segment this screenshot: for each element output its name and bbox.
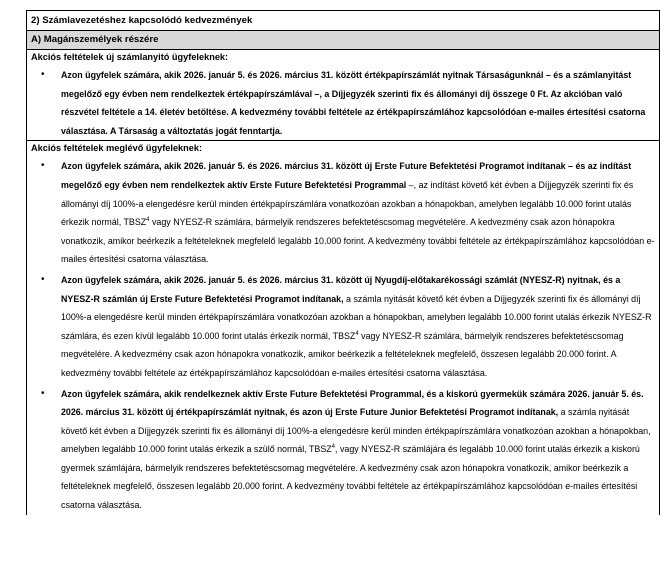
list-item — [31, 385, 655, 515]
item-text-tail: , vagy NYESZ-R számlájára és legalább 10.000 forint utalás érkezik a kiskorú gyermek számlájára, bármelyik rendszeres befektetéscsomag megvételére. A kedvezmény csak azon hónapokra vonatkozik, amikor beérkezik a feltételeknek megfelelő, összesen legalább 20.000 forint. A kedvezmény további feltétele az értékpapírszámlához kapcsolódóan e-mailes értesítési csatorna választása. — [61, 444, 640, 511]
section-heading: Akciós feltételek meglévő ügyfeleknek: — [31, 143, 203, 154]
subsection-title: A) Magánszemélyek részére — [27, 31, 659, 50]
item-text: –, az indítást követő két évben a Díjjegyzék szerinti fix és állományi díj 100%-a elengedésre kerül minden értékpapírszámlára vonatkozóan azokban a hónapokban, amelyben legalább 10.000 forint utalás érkezik normál, TBSZ — [61, 179, 634, 228]
item-bold-text: Azon ügyfelek számára, akik 2026. január 5. és 2026. március 31. között új Nyugdíj-előtakarékossági számlát (NYESZ-R) nyitnak, és a NYESZ-R számlán új Erste Future Befektetési Programot indítanak, — [61, 274, 621, 304]
list-item — [31, 157, 655, 269]
bullet-list — [31, 66, 655, 140]
list-item — [31, 66, 655, 140]
footnote-ref: 4 — [146, 217, 150, 224]
item-bold-text: Azon ügyfelek számára, akik 2026. január 5. és 2026. március 31. között új Erste Future Befektetési Programot indítanak – és az indítást megelőző egy évben nem rendelkeztek aktív Erste Future Befektetési Programmal — [61, 161, 632, 190]
section-new-clients — [27, 50, 659, 141]
item-text: a számla nyitását követő két évben a Díjjegyzék szerinti fix és állományi díj 100%-a elengedésre kerül minden értékpapírszámlára vonatkozóan azokban a hónapokban, amelyben legalább 10.000 forint utalás érkezik NYESZ-R számlára, és ezen kívül legalább 10.000 forint utalás érkezik normál, TBSZ — [61, 293, 652, 341]
item-bold-text: Azon ügyfelek számára, akik 2026. január 5. és 2026. március 31. között értékpapírszámlát nyitnak Társaságunknál – és a számlanyitást megelőző egy évben nem rendelkeztek értékpapírszámlával –, a Díjjegyzék szerinti fix és állományi díj összege 0 Ft. Az akcióban való részvétel feltétele a 14. életév betöltése. A kedvezmény további feltétele az értékpapírszámlához kapcsolódóan e-mailes értesítési csatorna választása. A Társaság a változtatás jogát fenntartja. — [61, 70, 646, 136]
section-existing-clients — [27, 141, 659, 514]
item-bold-text: Azon ügyfelek számára, akik rendelkeznek aktív Erste Future Befektetési Programmal, és a kiskorú gyermekük számára 2026. január 5. és. 2026. március 31. között új értékpapírszámlát nyitnak, és azon új Erste Future Junior Befektetési Programot indítanak, — [61, 388, 644, 418]
footnote-ref: 4 — [331, 444, 336, 451]
section-title: 2) Számlavezetéshez kapcsolódó kedvezmények — [27, 11, 659, 31]
item-text-tail: vagy NYESZ-R számlára, bármelyik rendszeres befektetéscsomag megvételére. A kedvezmény csak azon hónapokra vonatkozik, amikor beérkezik a feltételeknek megfelelő, összesen legalább 20.000 forint. A kedvezmény további feltétele az értékpapírszámlához kapcsolódóan e-mailes értesítési csatorna választása. — [61, 330, 624, 378]
section-heading: Akciós feltételek új számlanyitó ügyfeleknek: — [31, 52, 229, 62]
item-text-tail: vagy NYESZ-R számlára, bármelyik rendszeres befektetéscsomag megvételére. A kedvezmény csak azon hónapokra vonatkozik, amikor beérkezik a feltételeknek megfelelő legalább 10.000 forint. A kedvezmény további feltétele az értékpapírszámlához kapcsolódóan e-mailes értesítési csatorna választása. — [61, 217, 655, 265]
item-text: a számla nyitását követő két évben a Díjjegyzék szerinti fix és állományi díj 100%-a elengedésre kerül minden értékpapírszámlára vonatkozóan azokban a hónapokban, amelyben legalább 10.000 forint utalás érkezik a szülő normál, TBSZ — [61, 407, 651, 455]
document-table — [26, 10, 660, 515]
footnote-ref: 4 — [355, 330, 359, 337]
list-item — [31, 271, 655, 383]
bullet-list — [31, 157, 655, 514]
